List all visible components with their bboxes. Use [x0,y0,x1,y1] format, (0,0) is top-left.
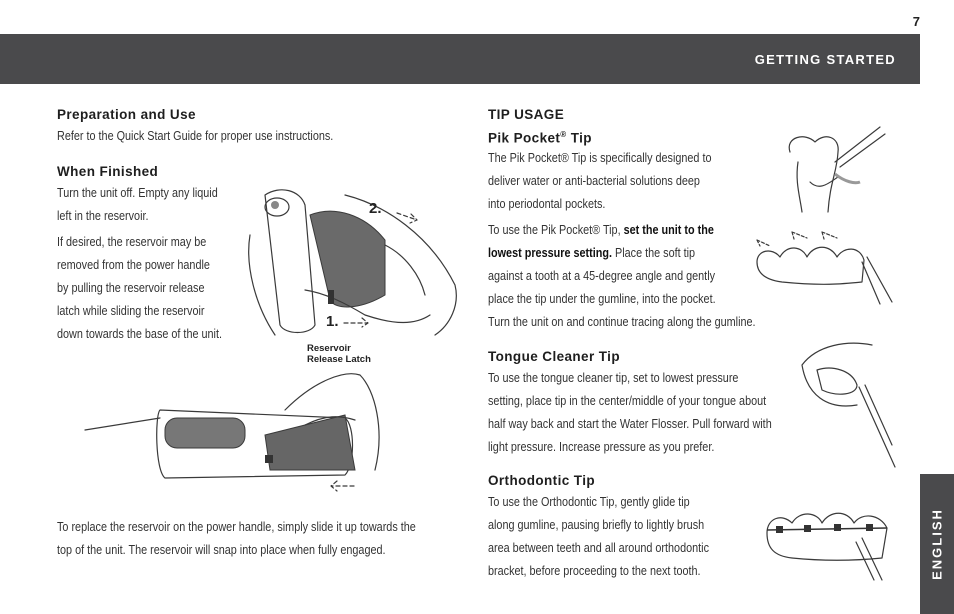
para-line: Turn the unit on and continue tracing along the gumline. [488,315,756,329]
para-line: left in the reservoir. [57,209,149,223]
pik-pocket-tooth-illustration [780,122,890,217]
para-line: light pressure. Increase pressure as you prefer. [488,440,715,454]
when-finished-heading: When Finished [57,164,159,179]
para-line: latch while sliding the reservoir [57,304,205,318]
section-title: GETTING STARTED [754,52,896,67]
para-line: bracket, before proceeding to the next tooth. [488,564,701,578]
prep-heading: Preparation and Use [57,107,196,122]
para-line [488,219,714,242]
para-line [488,242,695,265]
pik-pocket-para1 [488,147,748,216]
para-line: half way back and start the Water Flosser. Pull forward with [488,417,772,431]
para-line: area between teeth and all around orthodontic [488,541,709,555]
para-line: top of the unit. The reservoir will snap into place when fully engaged. [57,543,386,557]
text-run: Place the soft tip [611,246,696,260]
language-side-tab [920,474,954,614]
prep-line: Refer to the Quick Start Guide for proper use instructions. [57,129,334,143]
gumline-tracing-illustration [752,222,897,307]
para-line: removed from the power handle [57,258,210,272]
para-line: To use the tongue cleaner tip, set to lowest pressure [488,371,739,385]
bold-text: set the unit to the [623,223,714,237]
pik-pocket-heading [488,130,592,146]
para-line: by pulling the reservoir release [57,281,205,295]
heading-text: Tip [566,130,592,146]
para-line: deliver water or anti-bacterial solutions deep [488,174,700,188]
callout-line: Release Latch [307,354,371,365]
para-line: against a tooth at a 45-degree angle and gently [488,269,716,283]
para-line: along gumline, pausing briefly to lightly brush [488,518,705,532]
reservoir-latch-callout [307,343,371,365]
step-1-label: 1. [326,313,339,330]
para-line: The Pik Pocket® Tip is specifically designed to [488,151,712,165]
para-line: If desired, the reservoir may be [57,235,207,249]
text-run: To use the Pik Pocket® Tip, [488,223,624,237]
para-line: down towards the base of the unit. [57,327,222,341]
para-line: into periodontal pockets. [488,197,606,211]
page-number: 7 [912,14,920,29]
arrow-right-icon [395,208,425,228]
bold-text: lowest pressure setting. [488,246,612,260]
arrow-right-icon [343,316,373,330]
tongue-cleaner-text [488,367,818,459]
step-2-label: 2. [369,200,382,217]
orthodontic-braces-illustration [762,498,897,583]
para-line: To use the Orthodontic Tip, gently glide tip [488,495,690,509]
registered-mark: ® [560,130,567,139]
section-header-band [0,34,920,84]
orthodontic-heading: Orthodontic Tip [488,473,595,488]
tip-usage-heading: TIP USAGE [488,107,565,122]
when-finished-para2 [57,231,249,346]
arrow-left-icon [328,479,358,493]
callout-line: Reservoir [307,343,351,354]
para-line: Turn the unit off. Empty any liquid [57,186,218,200]
language-tab-label: ENGLISH [929,508,945,580]
when-finished-para1 [57,182,244,228]
para-line: place the tip under the gumline, into the pocket. [488,292,716,306]
orthodontic-text [488,491,745,583]
heading-text: Pik Pocket [488,130,561,146]
para-line: setting, place tip in the center/middle of your tongue about [488,394,767,408]
tongue-cleaner-heading: Tongue Cleaner Tip [488,349,620,364]
para-line: To replace the reservoir on the power handle, simply slide it up towards the [57,520,416,534]
prep-text [57,125,378,148]
replace-reservoir-text [57,516,474,562]
